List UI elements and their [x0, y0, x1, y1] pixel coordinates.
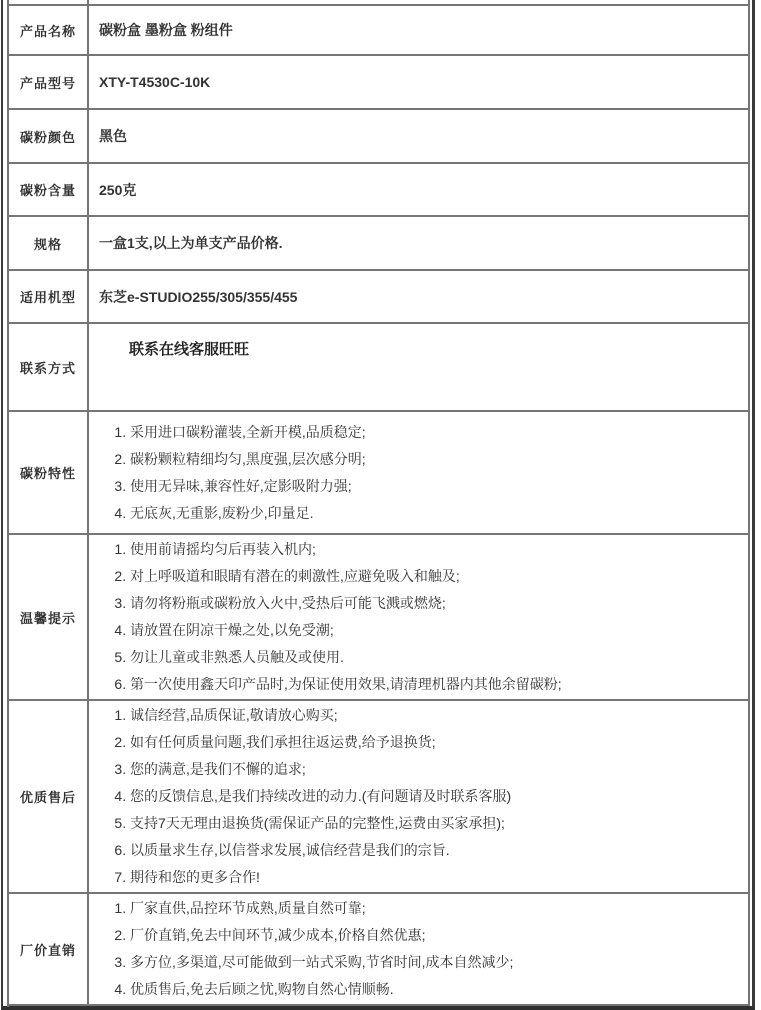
row-label-factory-direct: 厂价直销	[8, 893, 88, 1005]
list-item: 7. 期待和您的更多合作!	[130, 864, 747, 891]
toner-features-list	[89, 419, 747, 527]
list-item: 2. 对上呼吸道和眼睛有潜在的刺激性,应避免吸入和触及;	[130, 563, 747, 590]
row-label-toner-features: 碳粉特性	[8, 411, 88, 534]
list-item: 2. 厂价直销,免去中间环节,减少成本,价格自然优惠;	[130, 922, 747, 949]
row-label-tips: 温馨提示	[8, 534, 88, 700]
row-label-after-sales: 优质售后	[8, 700, 88, 893]
row-label-contact: 联系方式	[8, 323, 88, 411]
row-label-toner-weight: 碳粉含量	[8, 163, 88, 216]
table-row	[8, 55, 749, 109]
row-value-compatible-models: 东芝e-STUDIO255/305/355/455	[88, 270, 749, 323]
table-row	[8, 700, 749, 893]
list-item: 1. 厂家直供,品控环节成熟,质量自然可靠;	[130, 895, 747, 922]
row-label-product-model: 产品型号	[8, 55, 88, 109]
list-item: 3. 多方位,多渠道,尽可能做到一站式采购,节省时间,成本自然减少;	[130, 949, 747, 976]
row-value-product-model: XTY-T4530C-10K	[88, 55, 749, 109]
list-item: 5. 勿让儿童或非熟悉人员触及或使用.	[130, 644, 747, 671]
row-value-toner-features	[88, 411, 749, 534]
table-row	[8, 163, 749, 216]
list-item: 1. 使用前请摇均匀后再装入机内;	[130, 536, 747, 563]
after-sales-list	[89, 702, 747, 891]
row-value-after-sales	[88, 700, 749, 893]
row-label-compatible-models: 适用机型	[8, 270, 88, 323]
row-value-spec: 一盒1支,以上为单支产品价格.	[88, 216, 749, 270]
row-value-tips	[88, 534, 749, 700]
row-value-contact: 联系在线客服旺旺	[88, 323, 749, 411]
row-label-product-name: 产品名称	[8, 5, 88, 55]
list-item: 4. 无底灰,无重影,废粉少,印量足.	[130, 500, 747, 527]
row-value-factory-direct	[88, 893, 749, 1005]
table-row	[8, 893, 749, 1005]
row-label-toner-color: 碳粉颜色	[8, 109, 88, 163]
next-table-left-border-stub	[1, 999, 3, 1007]
product-spec-table	[7, 0, 750, 1006]
list-item: 4. 优质售后,免去后顾之忧,购物自然心情顺畅.	[130, 976, 747, 1003]
list-item: 4. 请放置在阴凉干燥之处,以免受潮;	[130, 617, 747, 644]
list-item: 5. 支持7天无理由退换货(需保证产品的完整性,运费由买家承担);	[130, 810, 747, 837]
row-value-product-name: 碳粉盒 墨粉盒 粉组件	[88, 5, 749, 55]
list-item: 3. 请勿将粉瓶或碳粉放入火中,受热后可能飞溅或燃烧;	[130, 590, 747, 617]
product-spec-table-wrapper	[1, 0, 755, 1010]
list-item: 6. 第一次使用鑫天印产品时,为保证使用效果,请清理机器内其他余留碳粉;	[130, 671, 747, 698]
row-value-toner-weight: 250克	[88, 163, 749, 216]
table-row	[8, 109, 749, 163]
list-item: 1. 诚信经营,品质保证,敬请放心购买;	[130, 702, 747, 729]
next-table-inner-border-stub	[7, 1001, 9, 1007]
list-item: 3. 使用无异味,兼容性好,定影吸附力强;	[130, 473, 747, 500]
list-item: 3. 您的满意,是我们不懈的追求;	[130, 756, 747, 783]
table-row	[8, 270, 749, 323]
factory-direct-list	[89, 895, 747, 1003]
list-item: 2. 如有任何质量问题,我们承担往返运费,给予退换货;	[130, 729, 747, 756]
list-item: 1. 采用进口碳粉灌装,全新开模,品质稳定;	[130, 419, 747, 446]
table-row	[8, 411, 749, 534]
tips-list	[89, 536, 747, 698]
table-row	[8, 216, 749, 270]
row-label-spec: 规格	[8, 216, 88, 270]
list-item: 4. 您的反馈信息,是我们持续改进的动力.(有问题请及时联系客服)	[130, 783, 747, 810]
list-item: 2. 碳粉颗粒精细均匀,黑度强,层次感分明;	[130, 446, 747, 473]
next-table-right-border-stub	[752, 999, 755, 1007]
row-value-toner-color: 黑色	[88, 109, 749, 163]
table-row	[8, 534, 749, 700]
table-row	[8, 323, 749, 411]
table-row	[8, 5, 749, 55]
list-item: 6. 以质量求生存,以信誉求发展,诚信经营是我们的宗旨.	[130, 837, 747, 864]
